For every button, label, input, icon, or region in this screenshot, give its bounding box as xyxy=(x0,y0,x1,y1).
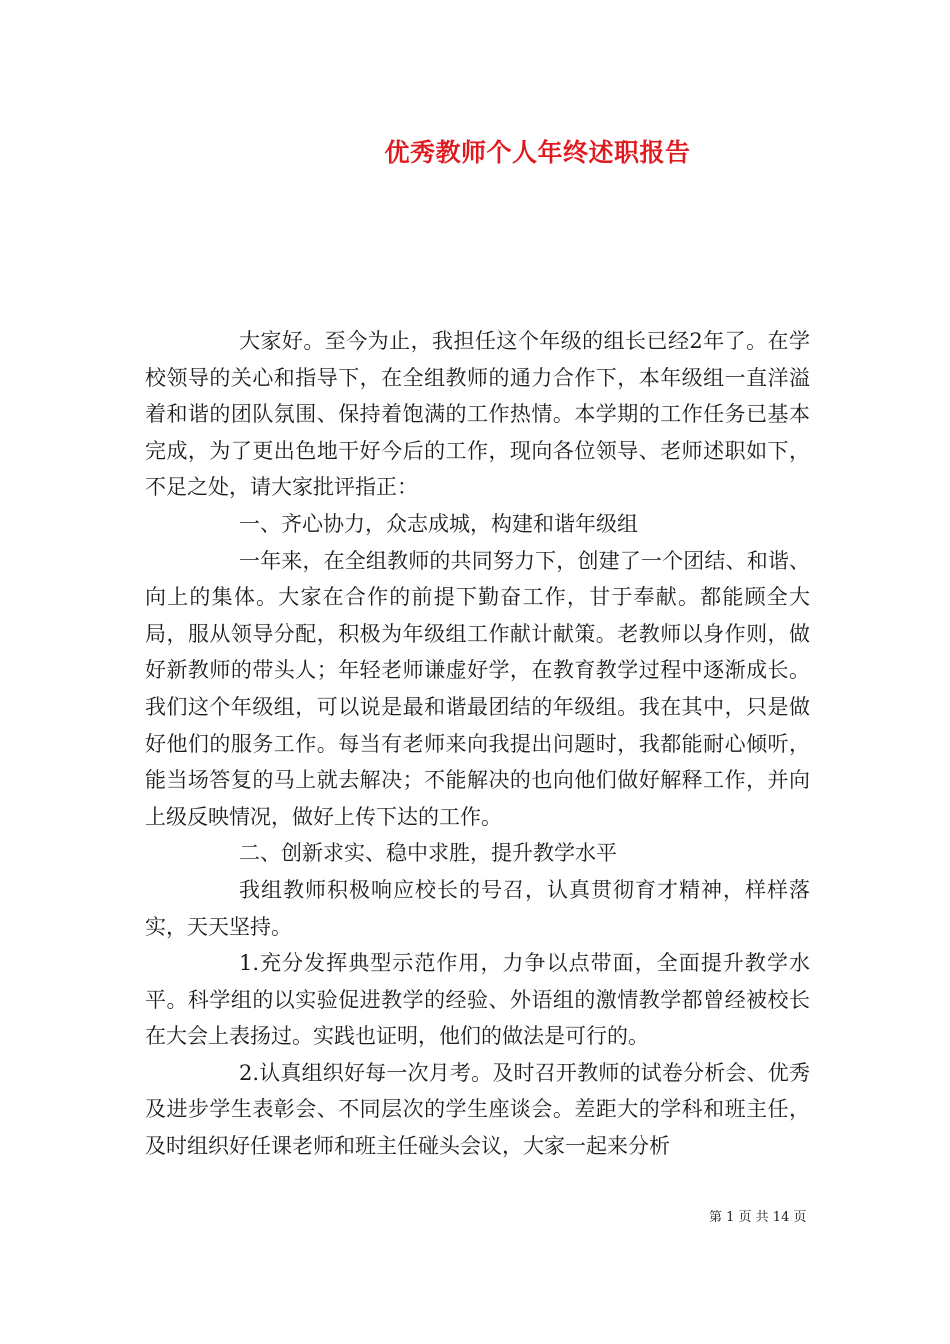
paragraph-intro: 大家好。至今为止，我担任这个年级的组长已经2年了。在学校领导的关心和指导下，在全组教师的通力合作下，本年级组一直洋溢着和谐的团队氛围、保持着饱满的工作热情。本学期的工作任务已基本完成，为了更出色地干好今后的工作，现向各位领导、老师述职如下，不足之处，请大家批评指正： xyxy=(145,329,810,500)
document-body xyxy=(145,323,810,1165)
document-title: 优秀教师个人年终述职报告 xyxy=(384,138,691,167)
page-number-footer: 第 1 页 共 14 页 xyxy=(709,1210,807,1225)
paragraph-section-2: 我组教师积极响应校长的号召，认真贯彻育才精神，样样落实，天天坚持。 xyxy=(145,877,810,939)
section-heading-2: 二、创新求实、稳中求胜，提升教学水平 xyxy=(239,841,617,866)
paragraph-item-1: 1.充分发挥典型示范作用，力争以点带面，全面提升教学水平。科学组的以实验促进教学的经验、外语组的激情教学都曾经被校长在大会上表扬过。实践也证明，他们的做法是可行的。 xyxy=(145,951,810,1049)
section-heading-1: 一、齐心协力，众志成城，构建和谐年级组 xyxy=(239,511,638,536)
paragraph-item-2: 2.认真组织好每一次月考。及时召开教师的试卷分析会、优秀及进步学生表彰会、不同层次的学生座谈会。差距大的学科和班主任，及时组织好任课老师和班主任碰头会议，大家一起来分析 xyxy=(145,1060,810,1159)
paragraph-section-1: 一年来，在全组教师的共同努力下，创建了一个团结、和谐、向上的集体。大家在合作的前提下勤奋工作，甘于奉献。都能顾全大局，服从领导分配，积极为年级组工作献计献策。老教师以身作则，做好新教师的带头人；年轻老师谦虚好学，在教育教学过程中逐渐成长。我们这个年级组，可以说是最和谐最团结的年级组。我在其中，只是做好他们的服务工作。每当有老师来向我提出问题时，我都能耐心倾听，能当场答复的马上就去解决；不能解决的也向他们做好解释工作，并向上级反映情况，做好上传下达的工作。 xyxy=(145,548,810,829)
